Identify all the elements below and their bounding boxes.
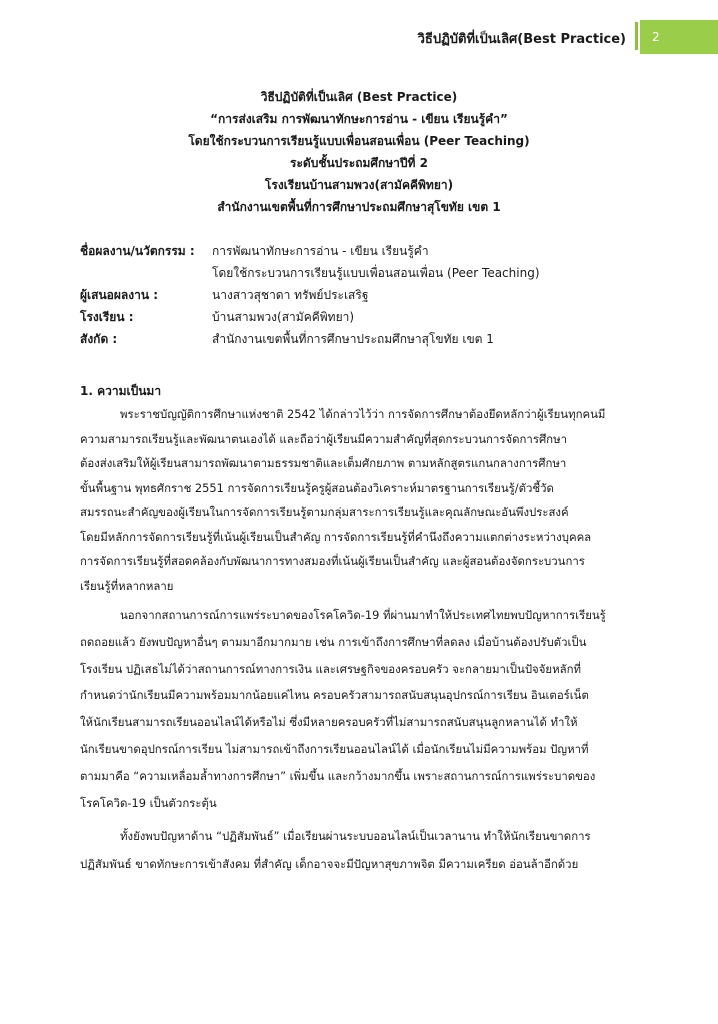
paragraph-line: กำหนดว่านักเรียนมีความพร้อมมากน้อยแค่ไหน ครอบครัวสามารถสนับสนุนอุปกรณ์การเรียน อินเตอร์เน็ต [80, 688, 589, 703]
paragraph-line: โรงเรียน ปฏิเสธไม่ได้ว่าสถานการณ์ทางการเงิน และเศรษฐกิจของครอบครัว จะกลายมาเป็นปัจจัยหลักที่ [80, 661, 581, 676]
paragraph-line: นอกจากสถานการณ์การแพร่ระบาดของโรคโควิด-19 ที่ผ่านมาทำให้ประเทศไทยพบปัญหาการเรียนรู้ [120, 608, 606, 622]
info-row-school [80, 306, 640, 328]
paragraph-line: ให้นักเรียนสามารถเรียนออนไลน์ได้หรือไม่ ซึ่งมีหลายครอบครัวที่ไม่สามารถสนับสนุนลูกหลานได้ ทำให้ [80, 715, 578, 730]
info-value: บ้านสามพวง(สามัคคีพิทยา) [212, 310, 355, 324]
paragraph-line: ตามมาคือ “ความเหลื่อมล้ำทางการศึกษา” เพิ่มขึ้น และกว้างมากขึ้น เพราะสถานการณ์การแพร่ระบาดของ [80, 768, 596, 783]
info-value: สำนักงานเขตพื้นที่การศึกษาประถมศึกษาสุโขทัย เขต 1 [212, 332, 494, 346]
paragraph-line: ถดถอยแล้ว ยังพบปัญหาอื่นๆ ตามมาอีกมากมาย เช่น การเข้าถึงการศึกษาที่ลดลง เมื่อบ้านต้องปรับตัวเป็น [80, 634, 587, 649]
info-value: โดยใช้กระบวนการเรียนรู้แบบเพื่อนสอนเพื่อน (Peer Teaching) [212, 266, 540, 280]
info-label: ชื่อผลงาน/นวัตกรรม : [80, 244, 195, 258]
paragraph-1 [80, 402, 640, 598]
title-block [0, 86, 718, 218]
page-header [0, 18, 718, 52]
paragraph-line: พระราชบัญญัติการศึกษาแห่งชาติ 2542 ได้กล่าวไว้ว่า การจัดการศึกษาต้องยึดหลักว่าผู้เรียนทุกคนมี [120, 407, 606, 421]
info-label: โรงเรียน : [80, 310, 134, 324]
paragraph-2 [80, 602, 640, 816]
paragraph-line: การจัดการเรียนรู้ที่สอดคล้องกับพัฒนาการทางสมองที่เน้นผู้เรียนเป็นสำคัญ และผู้สอนต้องจัดกระบวนการ [80, 554, 585, 568]
info-row-presenter [80, 284, 640, 306]
paragraph-line: ขั้นพื้นฐาน พุทธศักราช 2551 การจัดการเรียนรู้ครูผู้สอนต้องวิเคราะห์มาตรฐานการเรียนรู้/ตัวชี้วัด [80, 480, 554, 495]
section-heading: 1. ความเป็นมา [80, 384, 162, 398]
paragraph-line: โดยมีหลักการจัดการเรียนรู้ที่เน้นผู้เรียนเป็นสำคัญ การจัดการเรียนรู้ที่คำนึงถึงความแตกต่างระหว่างบุคคล [80, 529, 592, 544]
info-label [80, 262, 212, 284]
paragraph-line: ความสามารถเรียนรู้และพัฒนาตนเองได้ และถือว่าผู้เรียนมีความสำคัญที่สุดกระบวนการจัดการศึกษา [80, 431, 567, 446]
info-row-work-cont [80, 262, 640, 284]
header-divider [635, 22, 638, 50]
title-line: วิธีปฏิบัติที่เป็นเลิศ (Best Practice) [260, 90, 458, 104]
paragraph-line: ปฏิสัมพันธ์ ขาดทักษะการเข้าสังคม ที่สำคัญ เด็กอาจจะมีปัญหาสุขภาพจิต มีความเครียด อ่อนล้าอีกด้วย [80, 857, 579, 871]
school-line: โรงเรียนบ้านสามพวง(สามัคคีพิทยา) [264, 178, 454, 192]
office-line: สำนักงานเขตพื้นที่การศึกษาประถมศึกษาสุโขทัย เขต 1 [217, 200, 501, 214]
info-row-affiliation [80, 328, 640, 350]
paragraph-3 [80, 822, 640, 878]
paragraph-line: โรคโควิด-19 เป็นตัวกระตุ้น [80, 795, 217, 810]
info-table [80, 240, 640, 350]
info-label: สังกัด : [80, 332, 118, 346]
paragraph-line: สมรรถนะสำคัญของผู้เรียนในการจัดการเรียนรู้ตามกลุ่มสาระการเรียนรู้และคุณลักษณะอันพึงประสงค์ [80, 505, 569, 519]
paragraph-line: ต้องส่งเสริมให้ผู้เรียนสามารถพัฒนาตามธรรมชาติและเต็มศักยภาพ ตามหลักสูตรแกนกลางการศึกษา [80, 456, 567, 470]
info-value: การพัฒนาทักษะการอ่าน - เขียน เรียนรู้คำ [212, 244, 429, 258]
paragraph-line: ทั้งยังพบปัญหาด้าน “ปฏิสัมพันธ์” เมื่อเรียนผ่านระบบออนไลน์เป็นเวลานาน ทำให้นักเรียนขาดการ [120, 829, 591, 843]
paragraph-line: นักเรียนขาดอุปกรณ์การเรียน ไม่สามารถเข้าถึงการเรียนออนไลน์ได้ เมื่อนักเรียนไม่มีความพร้อม ปัญหาที่ [80, 741, 589, 756]
info-label: ผู้เสนอผลงาน : [80, 288, 159, 302]
info-value: นางสาวสุชาดา ทรัพย์ประเสริฐ [212, 288, 369, 302]
paragraph-line: เรียนรู้ที่หลากหลาย [80, 578, 174, 593]
subtitle-line: “การส่งเสริม การพัฒนาทักษะการอ่าน - เขียน เรียนรู้คำ” [210, 112, 508, 126]
method-line: โดยใช้กระบวนการเรียนรู้แบบเพื่อนสอนเพื่อน (Peer Teaching) [188, 134, 530, 148]
page-number: 2 [640, 20, 718, 54]
grade-line: ระดับชั้นประถมศึกษาปีที่ 2 [290, 156, 428, 170]
header-title: วิธีปฏิบัติที่เป็นเลิศ(Best Practice) [417, 32, 626, 47]
info-row-work [80, 240, 640, 262]
